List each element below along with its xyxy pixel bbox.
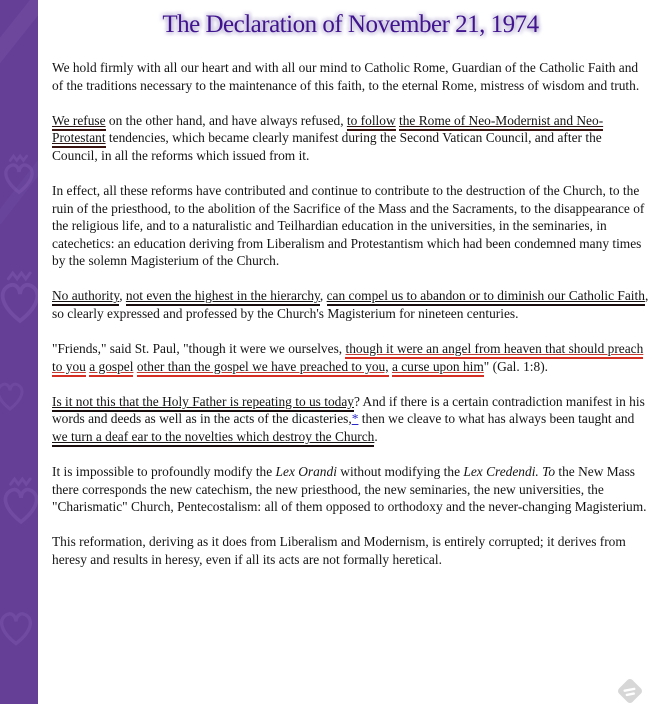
paragraph: In effect, all these reforms have contributed and continue to contribute to the destruction of the Church, to the ruin of the priesthood, to the abolition of the Sacrifice of the Mass and the Sacraments, to the disappearance of the religious life, and to a naturalistic and Teilhardian education in the universities, in the seminaries, in catechetics: an education deriving from Liberalism and Protestantism which had been condemned many times by the solemn Magisterium of the Church. — [52, 182, 645, 269]
underlined-phrase-red: other than the gospel we have preached to you, — [137, 359, 389, 377]
paragraph: No authority, not even the highest in the hierarchy, can compel us to abandon or to diminish our Catholic Faith, so clearly expressed and professed by the Church's Magisterium for nineteen centuries. — [52, 288, 649, 322]
italic-phrase: Lex Orandi — [275, 464, 337, 480]
underlined-phrase-red: a gospel — [89, 359, 133, 377]
underlined-phrase-dark: not even the highest in the hierarchy — [126, 288, 320, 306]
underlined-phrase-dark: We refuse — [52, 113, 106, 131]
underlined-phrase-dark: to follow — [347, 113, 396, 131]
decorative-sidebar — [0, 0, 38, 704]
underlined-phrase-dark: can compel us to abandon or to diminish our Catholic Faith — [327, 288, 645, 306]
document-page — [38, 0, 663, 704]
italic-phrase: Lex Credendi. To — [463, 464, 556, 480]
underlined-phrase-dark: Is it not this that the Holy Father is repeating to us today — [52, 394, 354, 412]
underlined-phrase-dark: the Rome of Neo-Modernist and Neo-Protestant — [52, 113, 603, 149]
underlined-phrase-dark: No authority — [52, 288, 119, 306]
paragraph: Is it not this that the Holy Father is repeating to us today? And if there is a certain contradiction manifest in his words and deeds as well as in the acts of the dicasteries,* then we cleave to what has always been taught and we turn a deaf ear to the novelties which destroy the Church. — [52, 393, 649, 446]
underlined-phrase-red: though it were an angel from heaven that should preach to you — [52, 341, 643, 377]
paragraph: We refuse on the other hand, and have always refused, to follow the Rome of Neo-Modernist and Neo-Protestant tendencies, which became clearly manifest during the Second Vatican Council, and after the Council, in all the reforms which issued from it. — [52, 112, 604, 163]
document-body — [52, 59, 649, 569]
page-title: The Declaration of November 21, 1974 — [162, 11, 539, 38]
underlined-phrase-red: a curse upon him — [392, 359, 484, 377]
footnote-asterisk-link[interactable]: * — [351, 411, 359, 427]
paragraph: We hold firmly with all our heart and with all our mind to Catholic Rome, Guardian of the Catholic Faith and of the traditions necessary to the maintenance of this faith, to the eternal Rome, mistress of wisdom and truth. — [52, 60, 640, 93]
sacred-heart-pattern — [0, 0, 38, 704]
paragraph: This reformation, deriving as it does from Liberalism and Modernism, is entirely corrupted; it derives from heresy and results in heresy, even if all its acts are not formally heretical. — [52, 534, 626, 567]
underlined-phrase-dark: we turn a deaf ear to the novelties which destroy the Church — [52, 429, 374, 447]
corner-widget-icon[interactable] — [615, 676, 645, 704]
paragraph: "Friends," said St. Paul, "though it were we ourselves, though it were an angel from heaven that should preach to you a gospel other than the gospel we have preached to you, a curse upon him" (Gal. 1:8). — [52, 340, 649, 375]
paragraph: It is impossible to profoundly modify the Lex Orandi without modifying the Lex Credendi. To the New Mass there corresponds the new catechism, the new priesthood, the new seminaries, the new universities, the "Charismatic" Church, Pentecostalism: all of them opposed to orthodoxy and the never-changing Magisterium. — [52, 464, 647, 515]
